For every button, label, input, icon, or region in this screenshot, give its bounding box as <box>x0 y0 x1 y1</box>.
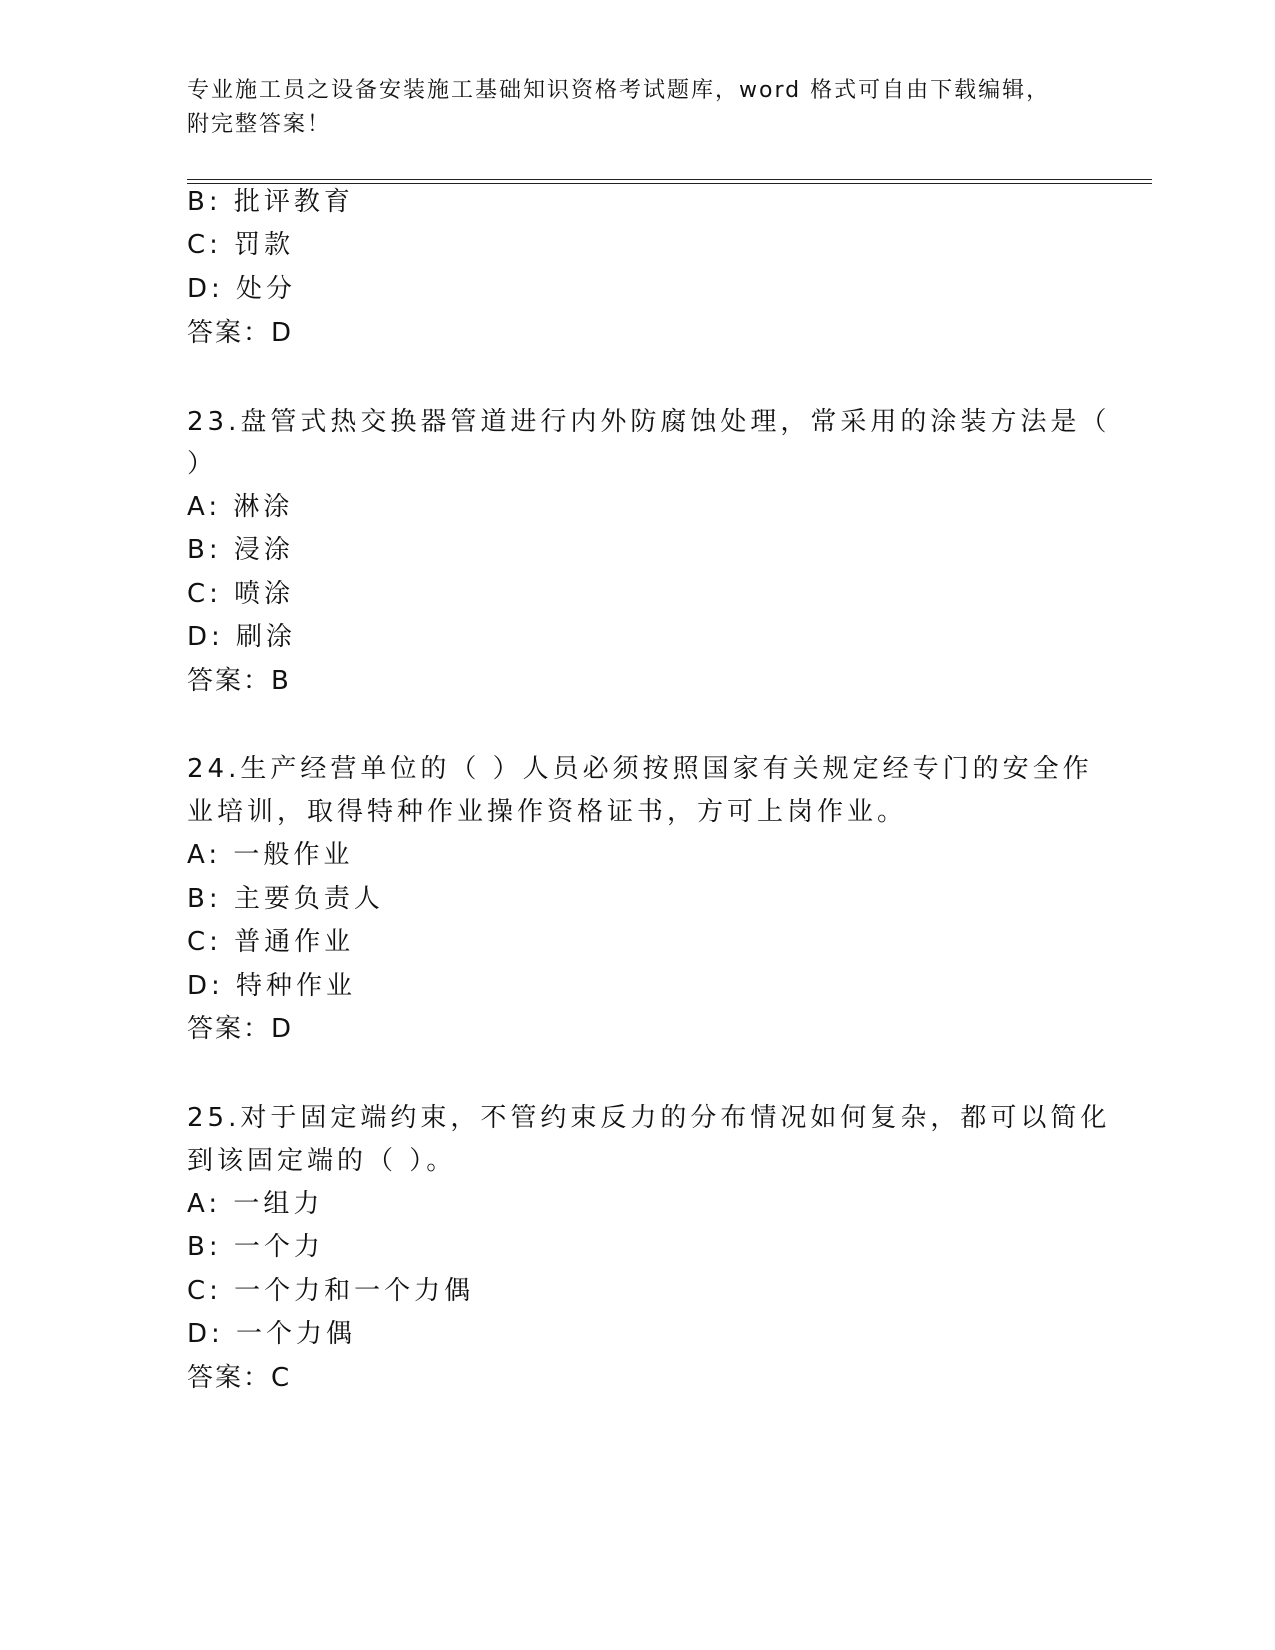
question-25-option-b: B: 一个力 <box>187 1232 324 1262</box>
question-24-text-line-2: 业培训，取得特种作业操作资格证书，方可上岗作业。 <box>187 797 908 827</box>
question-23-option-c: C: 喷涂 <box>187 579 295 609</box>
question-23-option-b: B: 浸涂 <box>187 535 294 565</box>
header-title-line-1: 专业施工员之设备安装施工基础知识资格考试题库，word 格式可自由下载编辑， <box>187 78 1051 103</box>
question-22-option-b: B: 批评教育 <box>187 187 354 217</box>
question-23-option-d: D: 刷涂 <box>187 622 297 652</box>
question-22-option-c: C: 罚款 <box>187 230 295 260</box>
question-24-text-line-1: 24.生产经营单位的（ ）人员必须按照国家有关规定经专门的安全作 <box>187 754 1093 784</box>
question-25-option-a: A: 一组力 <box>187 1189 324 1219</box>
question-23-text-line-2: ） <box>187 449 218 479</box>
question-23-text-line-1: 23.盘管式热交换器管道进行内外防腐蚀处理，常采用的涂装方法是（ <box>187 407 1111 437</box>
question-24-option-b: B: 主要负责人 <box>187 884 384 914</box>
header-title-line-2: 附完整答案！ <box>187 112 332 137</box>
question-25-answer: 答案：C <box>187 1363 292 1393</box>
document-header <box>187 74 1067 142</box>
question-23-option-a: A: 淋涂 <box>187 492 294 522</box>
question-22-option-d: D: 处分 <box>187 274 297 304</box>
question-24-option-a: A: 一般作业 <box>187 840 354 870</box>
question-22-answer: 答案：D <box>187 318 294 348</box>
question-24-option-c: C: 普通作业 <box>187 927 355 957</box>
question-25-text-line-2: 到该固定端的（ ）。 <box>187 1146 457 1176</box>
header-divider <box>187 179 1152 184</box>
question-24-option-d: D: 特种作业 <box>187 971 357 1001</box>
question-25-option-d: D: 一个力偶 <box>187 1319 357 1349</box>
question-23-answer: 答案：B <box>187 666 291 696</box>
question-25-option-c: C: 一个力和一个力偶 <box>187 1276 475 1306</box>
question-25-text-line-1: 25.对于固定端约束，不管约束反力的分布情况如何复杂，都可以简化 <box>187 1103 1111 1133</box>
question-24-answer: 答案：D <box>187 1014 294 1044</box>
